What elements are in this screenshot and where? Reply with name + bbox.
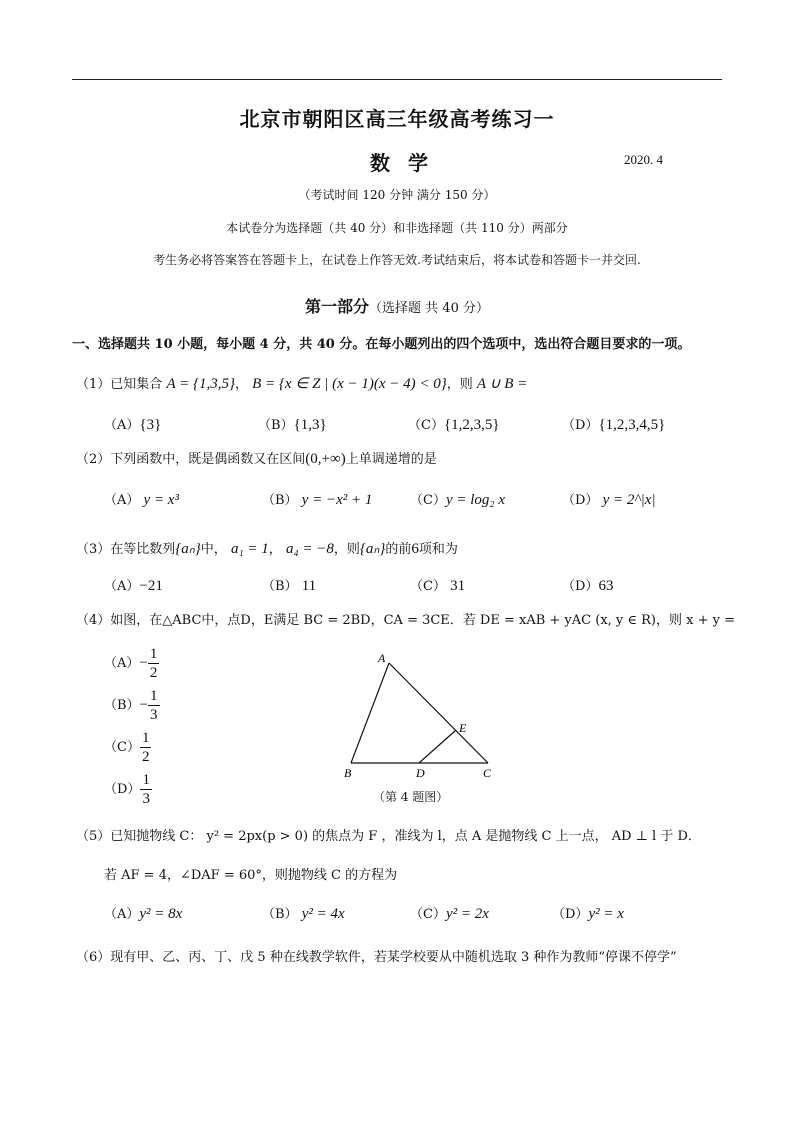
question-number: （3） (76, 542, 111, 557)
label-d: D (416, 766, 425, 780)
q2-option-c: （C）y = log₂ x (410, 492, 506, 508)
segment-de (419, 730, 456, 763)
segment-ac (389, 663, 488, 763)
q2-option-a: （A） y = x³ (104, 492, 179, 508)
q5-option-d: （D）y² = x (552, 906, 624, 922)
label-a: A (378, 651, 386, 665)
q1-option-c: （C）{1,2,3,5} (408, 417, 500, 433)
section-directive: 一、选择题共 10 小题，每小题 4 分，共 40 分。在每小题列出的四个选项中，选出符合题目要求的一项。 (72, 337, 691, 352)
q4-option-d: （D） $\frac{1}{3}$ (104, 772, 150, 807)
question-6-text: 现有甲、乙、丙、丁、戊 5 种在线教学软件，若某学校要从中随机选取 3 种作为教师“停课不停学” (110, 950, 677, 965)
segment-ab (351, 663, 389, 763)
label-b: B (344, 766, 352, 780)
q3-option-b: （B） 11 (262, 578, 317, 594)
section-subtitle: （选择题 共 40 分） (369, 301, 489, 316)
label-c: C (483, 766, 492, 780)
triangle-figure (330, 645, 510, 785)
exam-date: 2020. 4 (624, 152, 663, 167)
q3-option-c: （C） 31 (410, 578, 466, 594)
q2-option-b: （B） y = −x² + 1 (262, 492, 373, 508)
question-number: （5） (76, 829, 111, 844)
q3-option-a: （A）−21 (104, 578, 163, 594)
q1-option-a: （A）{3} (104, 417, 162, 433)
q5-option-c: （C）y² = 2x (410, 906, 489, 922)
header-rule (72, 79, 722, 80)
section-name: 第一部分 (305, 297, 370, 316)
q4-option-c: （C） $\frac{1}{2}$ (104, 730, 150, 765)
question-number: （4） (76, 613, 111, 628)
q2-option-d: （D） y = 2^|x| (562, 492, 656, 508)
section-title (0, 294, 794, 317)
set-b: B = {x ∈ Z | (x − 1)(x − 4) < 0} (252, 376, 447, 392)
question-5-line2: 若 AF = 4，∠DAF = 60°，则抛物线 C 的方程为 (104, 868, 398, 883)
exam-title: 北京市朝阳区高三年级高考练习一 (239, 107, 555, 131)
question-4 (76, 609, 735, 628)
exam-structure: 本试卷分为选择题（共 40 分）和非选择题（共 110 分）两部分 (226, 221, 568, 235)
q5-option-b: （B） y² = 4x (262, 906, 345, 922)
question-6 (76, 946, 677, 965)
q1-option-d: （D）{1,2,3,4,5} (562, 417, 666, 433)
question-2: （2）下列函数中，既是偶函数又在区间(0,+∞)上单调递增的是 (76, 451, 437, 467)
set-a: A = {1,3,5} (166, 376, 235, 392)
union-expr: A ∪ B = (476, 376, 528, 392)
question-1: （1）已知集合 A = {1,3,5}， B = {x ∈ Z | (x − 1)(x − 4) < 0}，则 A ∪ B = (76, 376, 528, 392)
question-4-text: 如图，在△ABC中，点D，E满足 BC = 2BD，CA = 3CE．若 DE = xAB + yAC (x, y ∈ R)，则 x + y = (110, 613, 735, 628)
q4-option-b: （B）− $\frac{1}{3}$ (104, 688, 158, 723)
figure-caption: （第 4 题图） (373, 790, 449, 804)
question-5 (76, 825, 701, 844)
q1-option-b: （B）{1,3} (258, 417, 327, 433)
exam-time: （考试时间 120 分钟 满分 150 分） (298, 188, 496, 202)
q3-option-d: （D）63 (562, 578, 614, 594)
label-e: E (459, 721, 467, 735)
question-number: （2） (76, 452, 111, 467)
question-number: （6） (76, 950, 111, 965)
question-5-line1: 已知抛物线 C： y² = 2px(p > 0) 的焦点为 F ，准线为 l，点 A 是抛物线 C 上一点， AD ⊥ l 于 D． (110, 829, 701, 844)
subject-title: 数学 (370, 151, 446, 175)
question-3: （3）在等比数列{aₙ}中， a₁ = 1， a₄ = −8，则{aₙ}的前6项和为 (76, 541, 458, 557)
question-number: （1） (76, 377, 111, 392)
q4-option-a: （A）− $\frac{1}{2}$ (104, 646, 158, 681)
exam-instructions: 考生务必将答案答在答题卡上，在试卷上作答无效.考试结束后，将本试卷和答题卡一并交回. (153, 253, 641, 267)
q5-option-a: （A）y² = 8x (104, 906, 183, 922)
